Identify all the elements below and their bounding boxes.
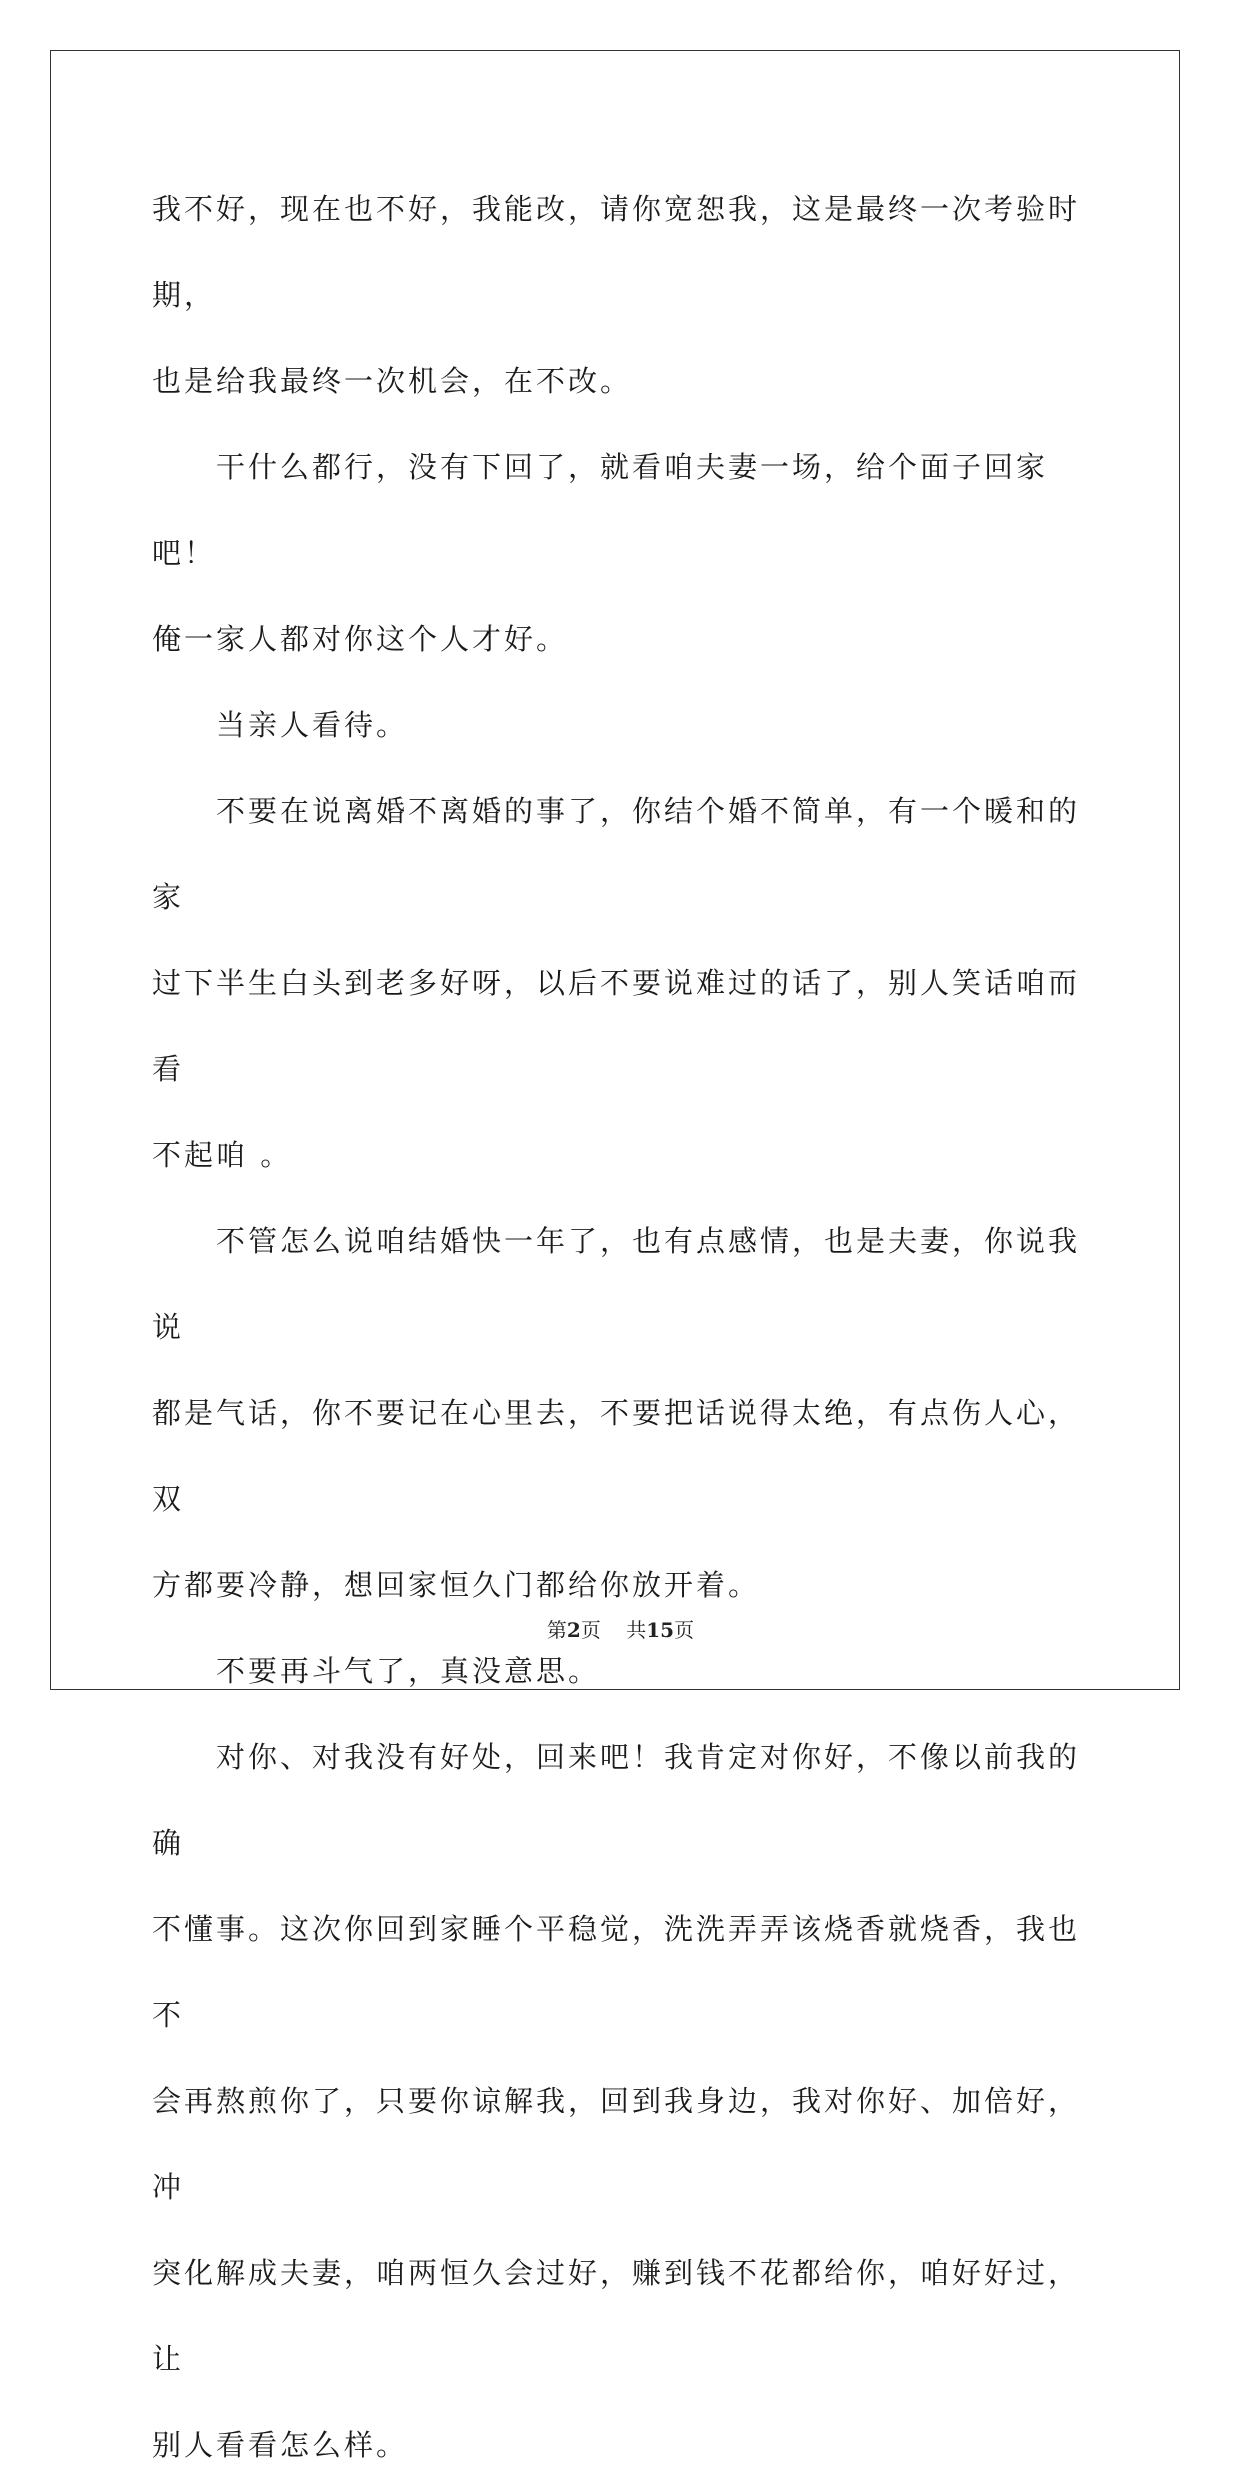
footer-page-suffix: 页	[580, 1618, 601, 1642]
footer-total-suffix: 页	[674, 1618, 695, 1642]
text-line: 突化解成夫妻，咱两恒久会过好，赚到钱不花都给你，咱好好过，让	[152, 2256, 1081, 2376]
text-line: 不懂事。这次你回到家睡个平稳觉，洗洗弄弄该烧香就烧香，我也不	[152, 1912, 1081, 2032]
text-line: 别人看看怎么样。	[152, 2428, 409, 2462]
footer-total-prefix: 共	[626, 1618, 647, 1642]
text-line: 俺一家人都对你这个人才好。	[152, 622, 569, 656]
text-line: 会再熬煎你了，只要你谅解我，回到我身边，我对你好、加倍好，冲	[152, 2084, 1081, 2204]
text-line: 对你、对我没有好处，回来吧！我肯定对你好，不像以前我的确	[152, 1740, 1081, 1860]
text-line: 不起咱 。	[152, 1138, 293, 1172]
paragraph	[152, 424, 1092, 682]
document-body	[152, 166, 1092, 2488]
total-page-number: 15	[646, 1618, 675, 1642]
text-line: 不要在说离婚不离婚的事了，你结个婚不简单，有一个暖和的家	[152, 794, 1081, 914]
paragraph	[152, 1714, 1092, 2488]
page-footer	[0, 1614, 1241, 1643]
text-line: 我不好，现在也不好，我能改，请你宽恕我，这是最终一次考验时期，	[152, 192, 1081, 312]
text-line: 方都要冷静，想回家恒久门都给你放开着。	[152, 1568, 761, 1602]
text-line: 干什么都行，没有下回了，就看咱夫妻一场，给个面子回家吧！	[152, 450, 1049, 570]
text-line: 也是给我最终一次机会，在不改。	[152, 364, 633, 398]
paragraph	[152, 166, 1092, 424]
text-line: 都是气话，你不要记在心里去，不要把话说得太绝，有点伤人心，双	[152, 1396, 1081, 1516]
text-line: 不要再斗气了，真没意思。	[216, 1654, 601, 1688]
paragraph	[152, 1198, 1092, 1628]
text-line: 不管怎么说咱结婚快一年了，也有点感情，也是夫妻，你说我说	[152, 1224, 1081, 1344]
current-page-number: 2	[566, 1618, 581, 1642]
footer-prefix: 第	[546, 1618, 567, 1642]
text-line: 当亲人看待。	[216, 708, 409, 742]
paragraph	[152, 768, 1092, 1198]
text-line: 过下半生白头到老多好呀，以后不要说难过的话了，别人笑话咱而看	[152, 966, 1081, 1086]
paragraph	[152, 682, 1092, 768]
